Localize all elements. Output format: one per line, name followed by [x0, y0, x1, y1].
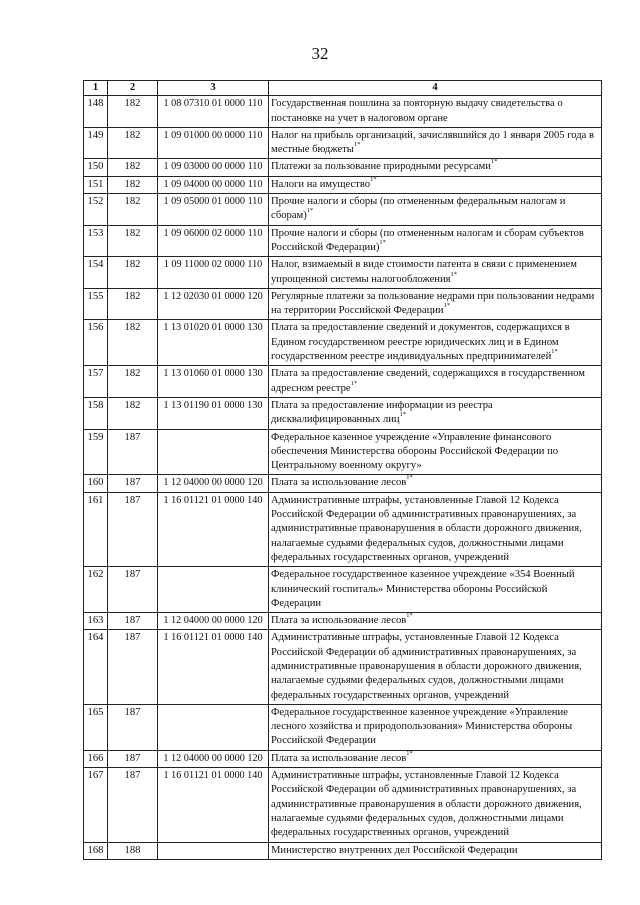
admin-code-text: 182 [124, 368, 141, 380]
revenue-name [269, 366, 602, 398]
admin-code-text: 182 [124, 178, 141, 190]
table-row [84, 567, 602, 613]
row-number-text: 152 [87, 196, 104, 208]
revenue-name [269, 429, 602, 475]
revenue-name [269, 225, 602, 257]
admin-code-text: 187 [124, 752, 141, 764]
admin-code [108, 176, 158, 193]
admin-code-text: 182 [124, 399, 141, 411]
budget-classification-code [158, 750, 269, 767]
budget-classification-code-text: 1 12 04000 00 0000 120 [163, 477, 263, 489]
budget-classification-code [158, 429, 269, 475]
revenue-name-text: Плата за использование лесов [271, 615, 407, 627]
row-number-text: 154 [87, 259, 104, 271]
revenue-name-text: Федеральное государственное казенное учреждение «354 Военный клинический госпиталь» Министерства обороны Российской Федерации [271, 569, 575, 609]
revenue-name [269, 567, 602, 613]
admin-code-text: 182 [124, 161, 141, 173]
admin-code [108, 630, 158, 704]
admin-code [108, 320, 158, 366]
row-number-text: 153 [87, 227, 104, 239]
revenue-name-text: Налоги на имущество [271, 178, 371, 190]
header-col-1: 1 [84, 81, 108, 96]
page-number: 32 [311, 44, 329, 63]
row-number-text: 161 [87, 494, 104, 506]
admin-code-text: 187 [124, 569, 141, 581]
table-row [84, 194, 602, 226]
budget-classification-code-text: 1 09 06000 02 0000 110 [163, 227, 263, 239]
revenue-name-text: Налог, взимаемый в виде стоимости патента в связи с применением упрощенной системы налогообложения [271, 259, 577, 285]
budget-classification-code [158, 475, 269, 492]
admin-code [108, 750, 158, 767]
table-row [84, 176, 602, 193]
revenue-name [269, 257, 602, 289]
admin-code [108, 96, 158, 128]
budget-classification-code [158, 127, 269, 159]
budget-classification-code [158, 613, 269, 630]
table-row [84, 475, 602, 492]
admin-code [108, 127, 158, 159]
row-number [84, 567, 108, 613]
budget-classification-code-text: 1 13 01020 01 0000 130 [163, 322, 263, 334]
revenue-name-text: Министерство внутренних дел Российской Федерации [271, 844, 518, 856]
table-header-row [84, 81, 602, 96]
revenue-name [269, 288, 602, 320]
footnote-marker: 1* [306, 207, 314, 215]
row-number-text: 157 [87, 368, 104, 380]
budget-classification-code-text: 1 12 04000 00 0000 120 [163, 615, 263, 627]
row-number [84, 429, 108, 475]
budget-classification-code-text: 1 09 03000 00 0000 110 [163, 161, 263, 173]
revenue-name-text: Государственная пошлина за повторную выдачу свидетельства о постановке на учет в налоговом органе [271, 98, 563, 124]
row-number [84, 288, 108, 320]
budget-classification-code-text: 1 16 01121 01 0000 140 [163, 494, 263, 506]
revenue-name [269, 630, 602, 704]
revenue-name [269, 842, 602, 859]
admin-code [108, 288, 158, 320]
revenue-name [269, 397, 602, 429]
admin-code [108, 768, 158, 842]
revenue-name [269, 194, 602, 226]
revenue-name-text: Административные штрафы, установленные Главой 12 Кодекса Российской Федерации об административных правонарушениях, за административные правонарушения в области дорожного движения, налагаемые судьями федеральных судов, должностными лицами федеральных государственных органов, учреждений [271, 632, 582, 701]
footnote-marker: 1* [379, 238, 386, 246]
admin-code [108, 475, 158, 492]
footnote-marker: 1* [370, 175, 377, 183]
footnote-marker: 1* [450, 270, 458, 278]
header-col-2: 2 [108, 81, 158, 96]
table-row [84, 257, 602, 289]
revenue-name [269, 768, 602, 842]
row-number-text: 151 [87, 178, 104, 190]
revenue-name [269, 127, 602, 159]
budget-classification-code [158, 567, 269, 613]
budget-classification-code-text: 1 16 01121 01 0000 140 [163, 770, 263, 782]
admin-code [108, 842, 158, 859]
budget-classification-code [158, 288, 269, 320]
row-number-text: 149 [87, 129, 104, 141]
row-number [84, 225, 108, 257]
budget-classification-code [158, 159, 269, 176]
admin-code [108, 225, 158, 257]
table-row [84, 288, 602, 320]
admin-code [108, 704, 158, 750]
footnote-marker: 1* [406, 474, 413, 482]
budget-classification-code-text: 1 09 01000 00 0000 110 [163, 129, 263, 141]
revenue-name-text: Прочие налоги и сборы (по отмененным налогам и сборам субъектов Российской Федерации) [271, 227, 584, 253]
budget-classification-code [158, 704, 269, 750]
revenue-name [269, 159, 602, 176]
revenue-name-text: Федеральное государственное казенное учреждение «Управление лесного хозяйства и природопользования» Министерства обороны Российской Федерации [271, 706, 573, 747]
row-number [84, 630, 108, 704]
admin-code-text: 187 [124, 494, 141, 506]
row-number [84, 257, 108, 289]
table-row [84, 630, 602, 704]
footnote-marker: 1* [406, 612, 413, 620]
table-row [84, 492, 602, 566]
revenue-name [269, 492, 602, 566]
footnote-marker: 1* [350, 379, 358, 387]
row-number-text: 162 [87, 569, 104, 581]
row-number-text: 155 [87, 290, 104, 302]
budget-classification-code [158, 492, 269, 566]
revenue-administrators-table [83, 80, 602, 860]
budget-classification-code [158, 194, 269, 226]
table-body [84, 96, 602, 860]
row-number-text: 156 [87, 322, 104, 334]
row-number [84, 320, 108, 366]
table-row [84, 768, 602, 842]
admin-code-text: 182 [124, 129, 141, 141]
revenue-name-text: Плата за предоставление информации из реестра дисквалифицированных лиц [271, 399, 493, 426]
header-col-3: 3 [158, 81, 269, 96]
admin-code-text: 188 [124, 844, 141, 856]
budget-classification-code-text: 1 13 01190 01 0000 130 [163, 399, 263, 411]
admin-code-text: 182 [124, 259, 141, 271]
row-number-text: 159 [87, 431, 104, 443]
admin-code [108, 257, 158, 289]
row-number [84, 96, 108, 128]
footnote-marker: 1* [406, 749, 413, 757]
admin-code-text: 182 [124, 196, 141, 208]
budget-classification-code [158, 842, 269, 859]
row-number [84, 397, 108, 429]
admin-code-text: 182 [124, 290, 141, 302]
revenue-name [269, 96, 602, 128]
budget-classification-code [158, 366, 269, 398]
budget-classification-code-text: 1 09 04000 00 0000 110 [163, 178, 263, 190]
admin-code-text: 182 [124, 322, 141, 334]
revenue-name-text: Федеральное казенное учреждение «Управление финансового обеспечения Министерства обороны Российской Федерации по Центральному военному округу» [271, 431, 559, 472]
row-number [84, 194, 108, 226]
table-row [84, 704, 602, 750]
table-row [84, 397, 602, 429]
revenue-name-text: Плата за использование лесов [271, 752, 407, 764]
row-number [84, 842, 108, 859]
admin-code [108, 567, 158, 613]
admin-code [108, 397, 158, 429]
budget-classification-code [158, 397, 269, 429]
admin-code-text: 187 [124, 477, 141, 489]
table-row [84, 159, 602, 176]
budget-classification-code-text: 1 09 11000 02 0000 110 [163, 259, 263, 271]
row-number-text: 158 [87, 399, 104, 411]
admin-code [108, 194, 158, 226]
row-number-text: 160 [87, 477, 104, 489]
budget-classification-code-text: 1 08 07310 01 0000 110 [163, 98, 263, 110]
table-row [84, 613, 602, 630]
revenue-name-text: Административные штрафы, установленные Главой 12 Кодекса Российской Федерации об административных правонарушениях, за административные правонарушения в области дорожного движения, налагаемые судьями федеральных судов, должностными лицами федеральных государственных органов, учреждений [271, 770, 582, 839]
admin-code-text: 182 [124, 227, 141, 239]
budget-classification-code [158, 320, 269, 366]
row-number [84, 704, 108, 750]
budget-classification-code-text: 1 09 05000 01 0000 110 [163, 196, 263, 208]
row-number-text: 167 [87, 770, 104, 782]
row-number-text: 148 [87, 98, 104, 110]
admin-code-text: 182 [124, 98, 141, 110]
admin-code [108, 613, 158, 630]
admin-code-text: 187 [124, 706, 141, 718]
revenue-name-text: Прочие налоги и сборы (по отмененным федеральным налогам и сборам) [271, 196, 566, 222]
revenue-name [269, 704, 602, 750]
row-number [84, 475, 108, 492]
budget-classification-code-text: 1 12 04000 00 0000 120 [163, 752, 263, 764]
revenue-name [269, 475, 602, 492]
revenue-name [269, 750, 602, 767]
admin-code-text: 187 [124, 632, 141, 644]
revenue-name-text: Платежи за пользование природными ресурсами [271, 161, 491, 173]
admin-code [108, 492, 158, 566]
row-number-text: 166 [87, 752, 104, 764]
revenue-name-text: Регулярные платежи за пользование недрами при пользовании недрами на территории Российской Федерации [271, 290, 595, 317]
revenue-name-text: Плата за предоставление сведений и документов, содержащихся в Едином государственном реестре юридических лиц и в Едином государственном реестре индивидуальных предпринимателей [271, 322, 570, 363]
row-number [84, 176, 108, 193]
table-row [84, 320, 602, 366]
row-number [84, 768, 108, 842]
header-col-4: 4 [269, 81, 602, 96]
revenue-name [269, 613, 602, 630]
budget-classification-code [158, 225, 269, 257]
revenue-name-text: Плата за использование лесов [271, 477, 407, 489]
table-row [84, 750, 602, 767]
revenue-name-text: Плата за предоставление сведений, содержащихся в государственном адресном реестре [271, 368, 585, 394]
table-row [84, 127, 602, 159]
admin-code [108, 366, 158, 398]
budget-classification-code [158, 257, 269, 289]
footnote-marker: 1* [399, 411, 407, 419]
row-number [84, 613, 108, 630]
row-number-text: 163 [87, 615, 104, 627]
footnote-marker: 1* [353, 141, 361, 149]
footnote-marker: 1* [551, 348, 558, 356]
budget-classification-code [158, 630, 269, 704]
table-row [84, 429, 602, 475]
budget-classification-code-text: 1 12 02030 01 0000 120 [163, 290, 263, 302]
row-number [84, 159, 108, 176]
revenue-name [269, 176, 602, 193]
footnote-marker: 1* [443, 302, 451, 310]
revenue-name-text: Налог на прибыль организаций, зачислявшийся до 1 января 2005 года в местные бюджеты [271, 129, 595, 156]
admin-code-text: 187 [124, 770, 141, 782]
row-number-text: 164 [87, 632, 104, 644]
table-row [84, 225, 602, 257]
budget-classification-code-text: 1 16 01121 01 0000 140 [163, 632, 263, 644]
admin-code [108, 429, 158, 475]
table-row [84, 842, 602, 859]
row-number-text: 168 [87, 844, 104, 856]
row-number-text: 165 [87, 706, 104, 718]
admin-code [108, 159, 158, 176]
budget-classification-code-text: 1 13 01060 01 0000 130 [163, 368, 263, 380]
row-number-text: 150 [87, 161, 104, 173]
table-row [84, 96, 602, 128]
revenue-name [269, 320, 602, 366]
admin-code-text: 187 [124, 615, 141, 627]
budget-classification-code [158, 176, 269, 193]
row-number [84, 366, 108, 398]
budget-classification-code [158, 768, 269, 842]
revenue-name-text: Административные штрафы, установленные Главой 12 Кодекса Российской Федерации об административных правонарушениях, за административные правонарушения в области дорожного движения, налагаемые судьями федеральных судов, должностными лицами федеральных государственных органов, учреждений [271, 494, 582, 563]
admin-code-text: 187 [124, 431, 141, 443]
table-row [84, 366, 602, 398]
footnote-marker: 1* [490, 158, 498, 166]
row-number [84, 492, 108, 566]
budget-classification-code [158, 96, 269, 128]
row-number [84, 127, 108, 159]
row-number [84, 750, 108, 767]
